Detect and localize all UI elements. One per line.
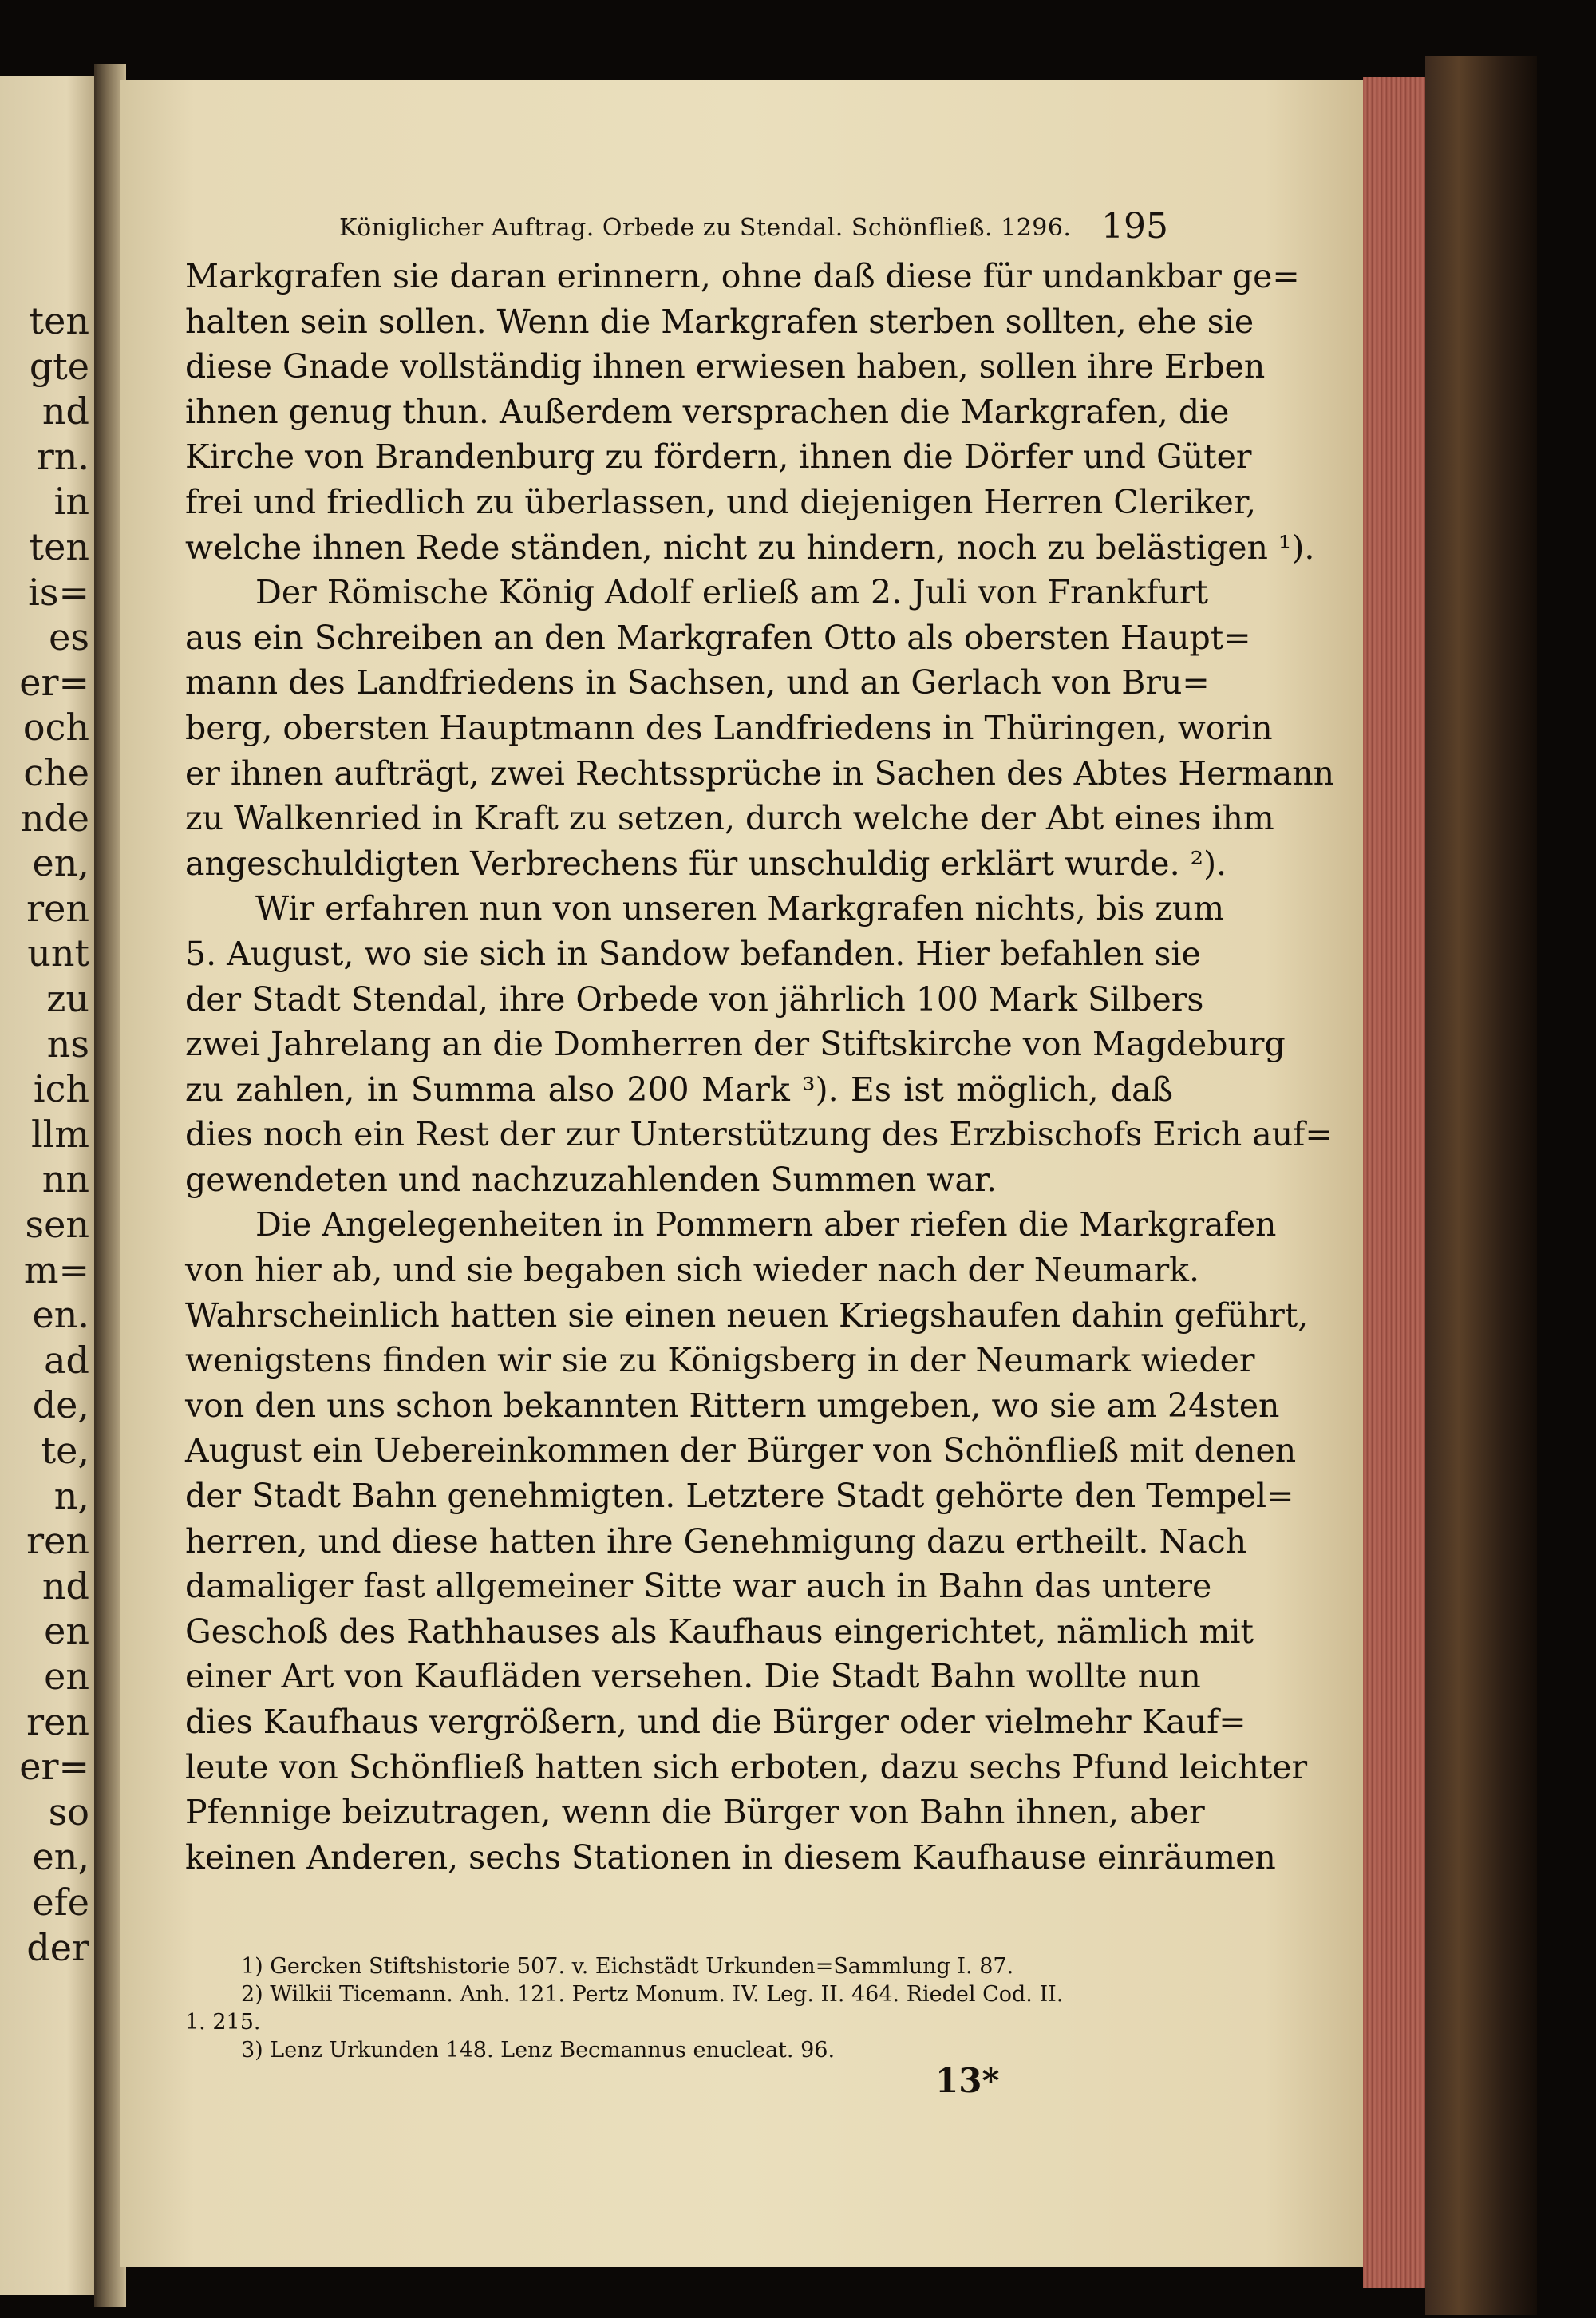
body-line: er ihnen aufträgt, zwei Rechtssprüche in Sachen des Abtes Hermann [185, 754, 1335, 793]
left-page-line-fragment: che [23, 751, 89, 794]
body-line: der Stadt Bahn genehmigten. Letztere Stadt gehörte den Tempel= [185, 1477, 1294, 1516]
left-page-line-fragment: es [49, 615, 89, 659]
footnote: 3) Lenz Urkunden 148. Lenz Becmannus enucleat. 96. [241, 2038, 836, 2063]
left-page-line-fragment: unt [27, 932, 89, 975]
body-text [185, 254, 1335, 1880]
footnote: 1) Gercken Stiftshistorie 507. v. Eichstädt Urkunden=Sammlung I. 87. [241, 1954, 1014, 1979]
body-line: leute von Schönfließ hatten sich erboten, dazu sechs Pfund leichter [185, 1747, 1308, 1786]
body-line: August ein Uebereinkommen der Bürger von Schönfließ mit denen [185, 1431, 1297, 1470]
left-page-line-fragment: is= [28, 570, 89, 614]
left-page-line-fragment: ich [33, 1067, 89, 1111]
body-line: berg, obersten Hauptmann des Landfriedens in Thüringen, worin [185, 708, 1273, 747]
left-page-line-fragment: rn. [36, 434, 89, 478]
left-page-line-fragment: ren [26, 1519, 89, 1563]
body-line: einer Art von Kaufläden versehen. Die Stadt Bahn wollte nun [185, 1657, 1201, 1696]
page-block-edge [1363, 77, 1427, 2288]
left-page-line-fragment: nn [41, 1157, 89, 1201]
running-header: Königlicher Auftrag. Orbede zu Stendal. Schönfließ. 1296. [339, 214, 1072, 242]
left-page-line-fragment: llm [30, 1112, 89, 1156]
body-line: wenigstens finden wir sie zu Königsberg in der Neumark wieder [185, 1341, 1255, 1380]
footnotes [185, 1952, 1175, 2064]
left-page-line-fragment: ren [26, 886, 89, 930]
left-page-fragment [0, 76, 96, 2295]
body-line: Geschoß des Rathhauses als Kaufhaus eingerichtet, nämlich mit [185, 1612, 1254, 1651]
left-page-line-fragment: er= [19, 660, 89, 704]
body-line: diese Gnade vollständig ihnen erwiesen haben, sollen ihre Erben [185, 347, 1266, 386]
body-line: der Stadt Stendal, ihre Orbede von jährlich 100 Mark Silbers [185, 979, 1204, 1019]
body-line: halten sein sollen. Wenn die Markgrafen sterben sollten, ehe sie [185, 302, 1254, 341]
body-line: Wir erfahren nun von unseren Markgrafen nichts, bis zum [255, 889, 1225, 928]
body-line: von hier ab, und sie begaben sich wieder nach der Neumark. [185, 1251, 1200, 1290]
left-page-line-fragment: ren [26, 1699, 89, 1743]
left-page-line-fragment: en [44, 1655, 89, 1698]
body-line: ihnen genug thun. Außerdem versprachen die Markgrafen, die [185, 392, 1230, 431]
body-line: Markgrafen sie daran erinnern, ohne daß diese für undankbar ge= [185, 257, 1300, 295]
left-page-line-fragment: efe [32, 1881, 89, 1924]
left-page-line-fragment: en, [32, 1835, 89, 1879]
body-line: herren, und diese hatten ihre Genehmigung dazu ertheilt. Nach [185, 1521, 1247, 1560]
body-line: welche ihnen Rede ständen, nicht zu hindern, noch zu belästigen ¹). [185, 528, 1315, 567]
body-line: damaliger fast allgemeiner Sitte war auch in Bahn das untere [185, 1567, 1212, 1606]
body-line: dies noch ein Rest der zur Unterstützung des Erzbischofs Erich auf= [185, 1115, 1333, 1154]
body-line: dies Kaufhaus vergrößern, und die Bürger oder vielmehr Kauf= [185, 1703, 1246, 1741]
left-page-line-fragment: gte [29, 344, 89, 388]
body-line: keinen Anderen, sechs Stationen in diesem Kaufhause einräumen [185, 1837, 1276, 1877]
left-page-line-fragment: de, [32, 1383, 89, 1427]
left-page-line-fragment: te, [41, 1429, 89, 1472]
left-page-line-fragment: in [53, 480, 89, 524]
left-page-line-fragment: en, [32, 841, 89, 885]
left-page-line-fragment: en [44, 1609, 89, 1653]
left-page-line-fragment: nde [20, 796, 89, 840]
body-line: zu zahlen, in Summa also 200 Mark ³). Es ist möglich, daß [185, 1070, 1173, 1109]
body-line: Die Angelegenheiten in Pommern aber riefen die Markgrafen [255, 1205, 1277, 1244]
left-page-line-fragment: zu [46, 977, 89, 1020]
left-page-line-fragment: ad [44, 1338, 89, 1382]
body-line: angeschuldigten Verbrechens für unschuldig erklärt wurde. ²). [185, 844, 1227, 883]
footnote: 2) Wilkii Ticemann. Anh. 121. Pertz Monum. IV. Leg. II. 464. Riedel Cod. II. [241, 1982, 1064, 2007]
left-page-line-fragment: en. [32, 1293, 89, 1337]
body-line: gewendeten und nachzuzahlenden Summen war. [185, 1160, 998, 1199]
left-page-line-fragment: ns [46, 1022, 89, 1066]
left-page-line-fragment: ten [29, 299, 89, 342]
body-line: frei und friedlich zu überlassen, und diejenigen Herren Cleriker, [185, 482, 1256, 521]
left-page-line-fragment: so [48, 1790, 89, 1833]
body-line: zu Walkenried in Kraft zu setzen, durch welche der Abt eines ihm [185, 799, 1274, 838]
signature-mark: 13* [935, 2061, 1000, 2100]
left-page-line-fragment: n, [53, 1473, 89, 1517]
body-line: mann des Landfriedens in Sachsen, und an Gerlach von Bru= [185, 663, 1210, 702]
body-line: zwei Jahrelang an die Domherren der Stiftskirche von Magdeburg [185, 1025, 1286, 1064]
body-line: Kirche von Brandenburg zu fördern, ihnen die Dörfer und Güter [185, 437, 1252, 477]
body-line: aus ein Schreiben an den Markgrafen Otto als obersten Haupt= [185, 618, 1251, 657]
body-line: von den uns schon bekannten Rittern umgeben, wo sie am 24sten [185, 1386, 1280, 1425]
book-cover-edge [1425, 56, 1537, 2315]
left-page-line-fragment: ten [29, 525, 89, 568]
body-line: Pfennige beizutragen, wenn die Bürger von Bahn ihnen, aber [185, 1793, 1205, 1832]
left-page-line-fragment: nd [41, 390, 89, 433]
body-line: 5. August, wo sie sich in Sandow befanden. Hier befahlen sie [185, 934, 1201, 973]
left-page-line-fragment: nd [41, 1564, 89, 1608]
footnote: 1. 215. [185, 2010, 261, 2035]
left-page-line-fragment: sen [25, 1203, 89, 1246]
left-page-line-fragment: och [22, 706, 89, 750]
left-page-line-fragment: er= [19, 1745, 89, 1789]
left-page-line-fragment: der [26, 1925, 89, 1969]
body-line: Wahrscheinlich hatten sie einen neuen Kriegshaufen dahin geführt, [185, 1295, 1309, 1335]
body-line: Der Römische König Adolf erließ am 2. Juli von Frankfurt [255, 573, 1208, 612]
page-number: 195 [1101, 206, 1168, 247]
left-page-line-fragment: m= [23, 1248, 89, 1292]
